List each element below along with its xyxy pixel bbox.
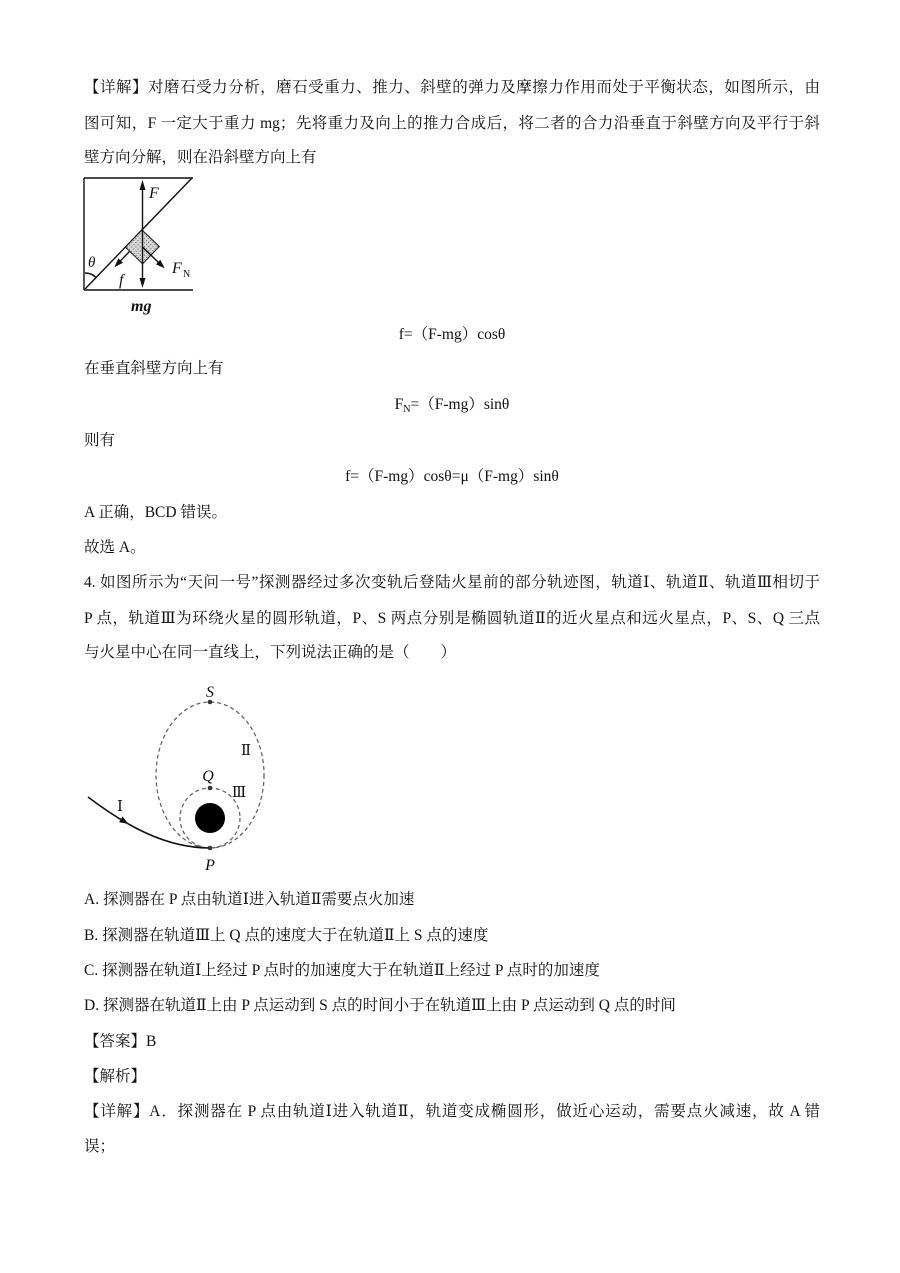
stipple-dot xyxy=(148,238,149,239)
stipple-dot xyxy=(136,255,137,256)
option-a: A. 探测器在 P 点由轨道Ⅰ进入轨道Ⅱ需要点火加速 xyxy=(84,891,415,908)
stipple-dot xyxy=(150,244,151,245)
stipple-dot xyxy=(152,250,153,251)
stipple-dot xyxy=(140,238,141,239)
option-d: D. 探测器在轨道Ⅱ上由 P 点运动到 S 点的时间小于在轨道Ⅲ上由 P 点运动到 Q 点的时间 xyxy=(84,997,676,1014)
point-P-dot xyxy=(208,846,213,851)
orbit-diagram xyxy=(80,676,275,876)
stipple-dot xyxy=(144,242,145,243)
stipple-dot xyxy=(131,242,132,243)
label-normal-force: F xyxy=(172,260,182,277)
force-diagram xyxy=(78,170,218,320)
stipple-dot xyxy=(146,244,147,245)
formula-perpendicular xyxy=(84,396,820,414)
stipple-dot xyxy=(138,253,139,254)
solution-text-line: 【详解】对磨石受力分析，磨石受重力、推力、斜壁的弹力及摩擦力作用而处于平衡状态，如图所示，由 xyxy=(84,79,820,96)
stipple-dot xyxy=(140,251,141,252)
stipple-dot xyxy=(135,251,136,252)
stipple-dot xyxy=(135,238,136,239)
stipple-dot xyxy=(154,244,155,245)
stipple-dot xyxy=(148,242,149,243)
friction-f-arrow xyxy=(120,251,130,261)
solution-text-line: 壁方向分解，则在沿斜壁方向上有 xyxy=(84,149,317,166)
label-push-force: F xyxy=(149,185,159,202)
formula-symbol: F xyxy=(394,396,404,413)
stipple-dot xyxy=(144,246,145,247)
stipple-dot xyxy=(146,253,147,254)
stipple-dot xyxy=(144,234,145,235)
stipple-dot xyxy=(150,252,151,253)
point-Q-dot xyxy=(208,786,213,791)
stipple-dot xyxy=(146,257,147,258)
stipple-dot xyxy=(146,248,147,249)
stipple-dot xyxy=(135,246,136,247)
formula-subscript: N xyxy=(403,404,411,415)
analysis-heading: 【解析】 xyxy=(84,1068,147,1085)
stipple-dot xyxy=(133,253,134,254)
stipple-dot xyxy=(133,244,134,245)
stipple-dot xyxy=(129,244,130,245)
stipple-dot xyxy=(140,242,141,243)
stipple-dot xyxy=(138,248,139,249)
stipple-dot xyxy=(127,247,128,248)
stipple-dot xyxy=(148,255,149,256)
label-angle-theta: θ xyxy=(88,255,96,271)
force-F-arrowhead xyxy=(140,180,146,190)
stipple-dot xyxy=(139,234,140,235)
stipple-dot xyxy=(150,248,151,249)
orbit-I-direction-arrowhead xyxy=(119,817,128,825)
solution-final-choice: 故选 A。 xyxy=(84,539,146,556)
stipple-dot xyxy=(135,242,136,243)
stipple-dot xyxy=(144,250,145,251)
stipple-dot xyxy=(148,250,149,251)
stipple-dot xyxy=(138,257,139,258)
stipple-dot xyxy=(137,236,138,237)
stipple-dot xyxy=(140,255,141,256)
question-stem-line: P 点，轨道Ⅲ为环绕火星的圆形轨道，P、S 两点分别是椭圆轨道Ⅱ的近火星点和远火星点，P、S、Q 三点 xyxy=(84,610,820,627)
stipple-dot xyxy=(131,246,132,247)
stipple-dot xyxy=(144,259,145,260)
label-orbit-III: Ⅲ xyxy=(231,785,247,801)
stipple-dot xyxy=(129,249,130,250)
question-stem-line: 4. 如图所示为“天问一号”探测器经过多次变轨后登陆火星前的部分轨迹图，轨道Ⅰ、轨道Ⅱ、轨道Ⅲ相切于 xyxy=(84,574,820,591)
label-normal-force-subscript: N xyxy=(183,269,191,280)
stipple-dot xyxy=(133,249,134,250)
solution-conclusion: A 正确，BCD 错误。 xyxy=(84,504,227,521)
stipple-dot xyxy=(155,248,156,249)
solution-text-line: 图可知，F 一定大于重力 mg；先将重力及向上的推力合成后，将二者的合力沿垂直于斜壁方向及平行于斜 xyxy=(84,115,820,132)
stipple-dot xyxy=(148,246,149,247)
stipple-dot xyxy=(150,240,151,241)
formula-parallel: f=（F-mg）cosθ xyxy=(398,326,506,343)
label-point-S: S xyxy=(206,684,214,701)
stipple-dot xyxy=(157,246,158,247)
gravity-mg-arrowhead xyxy=(140,278,146,288)
stipple-dot xyxy=(144,255,145,256)
formula-combined: f=（F-mg）cosθ=μ（F-mg）sinθ xyxy=(345,468,559,485)
option-c: C. 探测器在轨道Ⅰ上经过 P 点时的加速度大于在轨道Ⅱ上经过 P 点时的加速度 xyxy=(84,962,600,979)
mars-planet xyxy=(195,803,225,833)
stipple-dot xyxy=(133,240,134,241)
formula-rest: =（F-mg）sinθ xyxy=(410,396,510,413)
label-orbit-I: Ⅰ xyxy=(117,799,123,815)
option-b: B. 探测器在轨道Ⅲ上 Q 点的速度大于在轨道Ⅱ上 S 点的速度 xyxy=(84,927,489,944)
stipple-dot xyxy=(140,259,141,260)
solution-text-line: 在垂直斜壁方向上有 xyxy=(84,360,224,377)
stipple-dot xyxy=(152,242,153,243)
orbit-I-trajectory xyxy=(88,797,210,848)
stipple-dot xyxy=(131,251,132,252)
question-stem-line: 与火星中心在同一直线上，下列说法正确的是（ ） xyxy=(84,644,457,661)
stipple-dot xyxy=(140,246,141,247)
stipple-dot xyxy=(138,244,139,245)
label-orbit-II: Ⅱ xyxy=(240,743,252,759)
stipple-dot xyxy=(146,240,147,241)
stipple-dot xyxy=(146,236,147,237)
label-point-Q: Q xyxy=(202,768,214,785)
label-friction: f xyxy=(119,272,124,289)
stipple-dot xyxy=(144,238,145,239)
stipple-dot xyxy=(152,246,153,247)
label-gravity: mg xyxy=(131,298,152,315)
stipple-dot xyxy=(137,240,138,241)
label-point-P: P xyxy=(205,857,215,874)
solution-text-line: 则有 xyxy=(84,432,116,449)
answer-line: 【答案】B xyxy=(84,1033,157,1050)
solution-text-line: 【详解】A．探测器在 P 点由轨道Ⅰ进入轨道Ⅱ，轨道变成椭圆形，做近心运动，需要点火减速，故 A 错 xyxy=(84,1103,820,1120)
angle-theta-arc xyxy=(85,273,96,278)
solution-text-line: 误； xyxy=(84,1138,116,1155)
